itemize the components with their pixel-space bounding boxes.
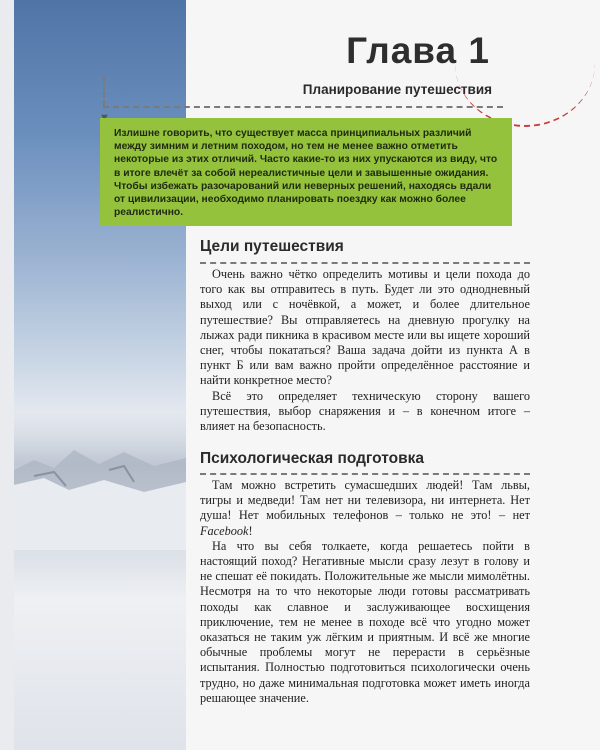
paragraph-text: Там можно встретить сумасшедших людей! Там львы, тигры и медведи! Там нет ни телевизора, ни интернета. Нет душа! Нет мобильных телефонов – только не это! – нет	[200, 478, 530, 523]
section-underline	[200, 473, 530, 475]
section-body-goals	[200, 267, 530, 434]
intro-text: Излишне говорить, что существует масса принципиальных различий между зимним и летним походом, но тем не менее важно отметить некоторые из этих отличий. Часто какие-то из них упускаются из виду, что в итоге влечёт за собой нереалистичные цели и завышенные ожидания. Чтобы избежать разочарований или неверных решений, находясь вдали от цивилизации, необходимо планировать поездку как можно более реалистично.	[114, 128, 498, 219]
page-margin	[0, 0, 14, 750]
section-underline	[200, 262, 530, 264]
section-body-psychology	[200, 478, 530, 706]
paragraph-text: !	[248, 523, 253, 538]
chapter-subtitle: Планирование путешествия	[302, 82, 492, 97]
mountain-ridge-illustration	[14, 430, 186, 550]
intro-box	[100, 118, 512, 226]
paragraph: На что вы себя толкаете, когда решаетесь пойти в настоящий поход? Негативные мысли сразу лезут в голову и не спешат её покидать. Положительные же мысли мимолётны. Несмотря на то что некоторые люди готовы рассматривать походы как славное и заслуживающее восхищения приключение, тем не менее в походе всё что угодно может оказаться не таким уж лёгким и приятным. И всё же многие обычные проблемы могут не перерасти в серьёзные испытания. Полностью подготовиться психологически очень трудно, но даже минимальная подготовка может иметь иногда решающее значение.	[200, 538, 530, 705]
paragraph: Всё это определяет техническую сторону вашего путешествия, выбор снаряжения и – в конечном итоге – влияет на безопасность.	[200, 388, 530, 434]
paragraph	[200, 478, 530, 539]
section-heading-goals: Цели путешествия	[200, 238, 344, 255]
heading-dashed-line	[103, 106, 503, 108]
section-heading-psychology: Психологическая подготовка	[200, 450, 425, 467]
paragraph: Очень важно чётко определить мотивы и цели похода до того как вы отправитесь в путь. Будет ли это однодневный выход или с ночёвкой, а может, и более длительное путешествие? Вы отправляетесь на дневную прогулку на лыжах ради пикника в красивом месте или вы ищете хороший снег, чтобы покататься? Ваша задача дойти из пункта А в пункт Б или вам важно пройти определённое расстояние и найти конкретное место?	[200, 267, 530, 388]
chapter-title: Глава 1	[346, 30, 490, 71]
emphasized-text: Facebook	[200, 523, 249, 538]
decorative-dashed-line	[103, 76, 105, 106]
